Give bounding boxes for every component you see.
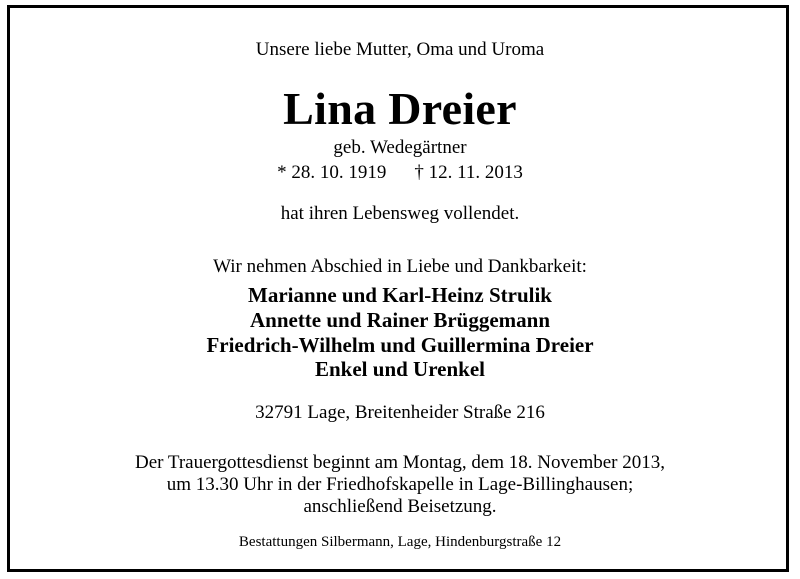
farewell-line: Wir nehmen Abschied in Liebe und Dankbarkeit: xyxy=(213,256,587,277)
undertaker-info: Bestattungen Silbermann, Lage, Hindenburgstraße 12 xyxy=(238,534,562,550)
death-date: † 12. 11. 2013 xyxy=(414,162,523,183)
service-line: anschließend Beisetzung. xyxy=(303,496,497,517)
maiden-name: geb. Wedegärtner xyxy=(333,137,467,158)
life-dates xyxy=(0,163,800,182)
life-statement: hat ihren Lebensweg vollendet. xyxy=(280,203,520,224)
deceased-name: Lina Dreier xyxy=(283,83,517,134)
intro-line: Unsere liebe Mutter, Oma und Uroma xyxy=(255,39,545,60)
mourner-line: Annette und Rainer Brüggemann xyxy=(249,308,551,332)
mourner-line: Friedrich-Wilhelm und Guillermina Dreier xyxy=(206,333,594,357)
family-address: 32791 Lage, Breitenheider Straße 216 xyxy=(255,402,545,423)
service-line: um 13.30 Uhr in der Friedhofskapelle in Lage-Billinghausen; xyxy=(166,474,634,495)
service-line: Der Trauergottesdienst beginnt am Montag, dem 18. November 2013, xyxy=(135,452,665,473)
birth-date: * 28. 10. 1919 xyxy=(277,162,387,183)
mourner-line: Marianne und Karl-Heinz Strulik xyxy=(248,283,552,307)
mourner-line: Enkel und Urenkel xyxy=(315,357,485,381)
